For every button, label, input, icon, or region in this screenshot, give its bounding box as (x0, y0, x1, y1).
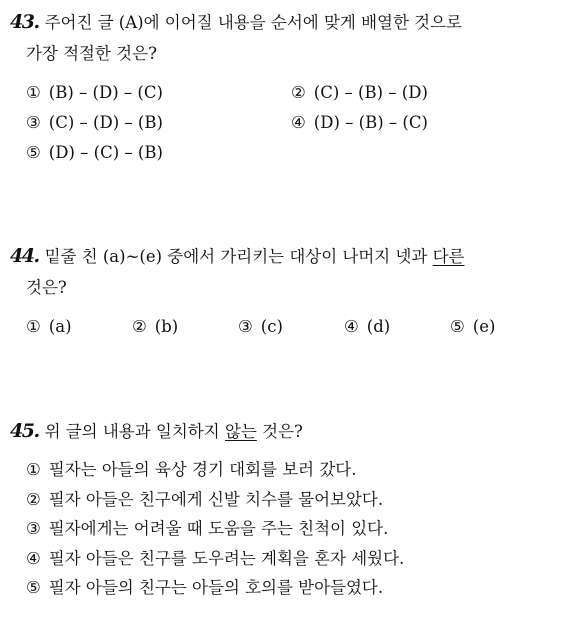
q44-option-3-text: (c) (260, 317, 283, 336)
question-45-number: 45. (10, 420, 39, 442)
question-43-stem-text: 주어진 글 (A)에 이어질 내용을 순서에 맞게 배열한 것으로 (44, 13, 462, 32)
q44-option-2[interactable] (132, 317, 178, 337)
q45-option-1-text: 필자는 아들의 육상 경기 대회를 보러 갔다. (48, 460, 357, 479)
q43-option-2-mark: ② (291, 83, 306, 102)
q44-option-2-mark: ② (132, 317, 147, 336)
q44-option-1[interactable] (26, 317, 72, 337)
q43-option-4-mark: ④ (291, 113, 306, 132)
q44-option-5[interactable] (450, 317, 495, 337)
q45-option-4[interactable] (26, 549, 404, 569)
question-44-stem-line2: 것은? (26, 278, 67, 297)
q43-option-1-text: (B) – (D) – (C) (48, 83, 163, 102)
question-44-underlined-word: 다른 (432, 247, 465, 266)
q43-option-2-text: (C) – (B) – (D) (313, 83, 428, 102)
q44-option-4-text: (d) (366, 317, 391, 336)
q45-option-2-text: 필자 아들은 친구에게 신발 치수를 물어보았다. (48, 490, 384, 509)
q45-option-2-mark: ② (26, 490, 41, 509)
q45-option-1-mark: ① (26, 460, 41, 479)
question-45-underlined-word: 않는 (224, 422, 257, 441)
q44-option-5-text: (e) (472, 317, 496, 336)
q44-option-4[interactable] (344, 317, 390, 337)
question-45-stem-after: 것은? (256, 422, 303, 441)
q43-option-2[interactable] (291, 83, 428, 103)
question-43-stem-line2: 가장 적절한 것은? (26, 44, 157, 63)
q43-option-5[interactable] (26, 143, 163, 163)
q45-option-3[interactable] (26, 519, 388, 539)
q45-option-4-text: 필자 아들은 친구를 도우려는 계획을 혼자 세웠다. (48, 549, 405, 568)
q44-option-3[interactable] (238, 317, 283, 337)
q45-option-5-mark: ⑤ (26, 578, 41, 597)
q43-option-3-mark: ③ (26, 113, 41, 132)
q45-option-5-text: 필자 아들의 친구는 아들의 호의를 받아들였다. (48, 578, 384, 597)
q43-option-5-text: (D) – (C) – (B) (48, 143, 163, 162)
q45-option-5[interactable] (26, 578, 383, 598)
q45-option-3-mark: ③ (26, 519, 41, 538)
q44-option-4-mark: ④ (344, 317, 359, 336)
q43-option-3[interactable] (26, 113, 163, 133)
q45-option-4-mark: ④ (26, 549, 41, 568)
q43-option-4-text: (D) – (B) – (C) (313, 113, 428, 132)
question-43-stem-line1 (10, 12, 462, 33)
q43-option-1[interactable] (26, 83, 163, 103)
q44-option-1-mark: ① (26, 317, 41, 336)
q44-option-1-text: (a) (48, 317, 72, 336)
q43-option-5-mark: ⑤ (26, 143, 41, 162)
q43-option-4[interactable] (291, 113, 428, 133)
question-43-number: 43. (10, 11, 39, 33)
q45-option-3-text: 필자에게는 어려울 때 도움을 주는 친척이 있다. (48, 519, 389, 538)
question-44-stem-line1 (10, 246, 465, 267)
q44-option-2-text: (b) (154, 317, 179, 336)
q44-option-3-mark: ③ (238, 317, 253, 336)
question-44-number: 44. (10, 245, 39, 267)
q43-option-3-text: (C) – (D) – (B) (48, 113, 163, 132)
question-44-stem-text: 밑줄 친 (a)~(e) 중에서 가리키는 대상이 나머지 넷과 (44, 247, 433, 266)
question-45-stem (10, 421, 303, 442)
q44-option-5-mark: ⑤ (450, 317, 465, 336)
q45-option-2[interactable] (26, 490, 383, 510)
q43-option-1-mark: ① (26, 83, 41, 102)
q45-option-1[interactable] (26, 460, 356, 480)
question-45-stem-before: 위 글의 내용과 일치하지 (44, 422, 225, 441)
